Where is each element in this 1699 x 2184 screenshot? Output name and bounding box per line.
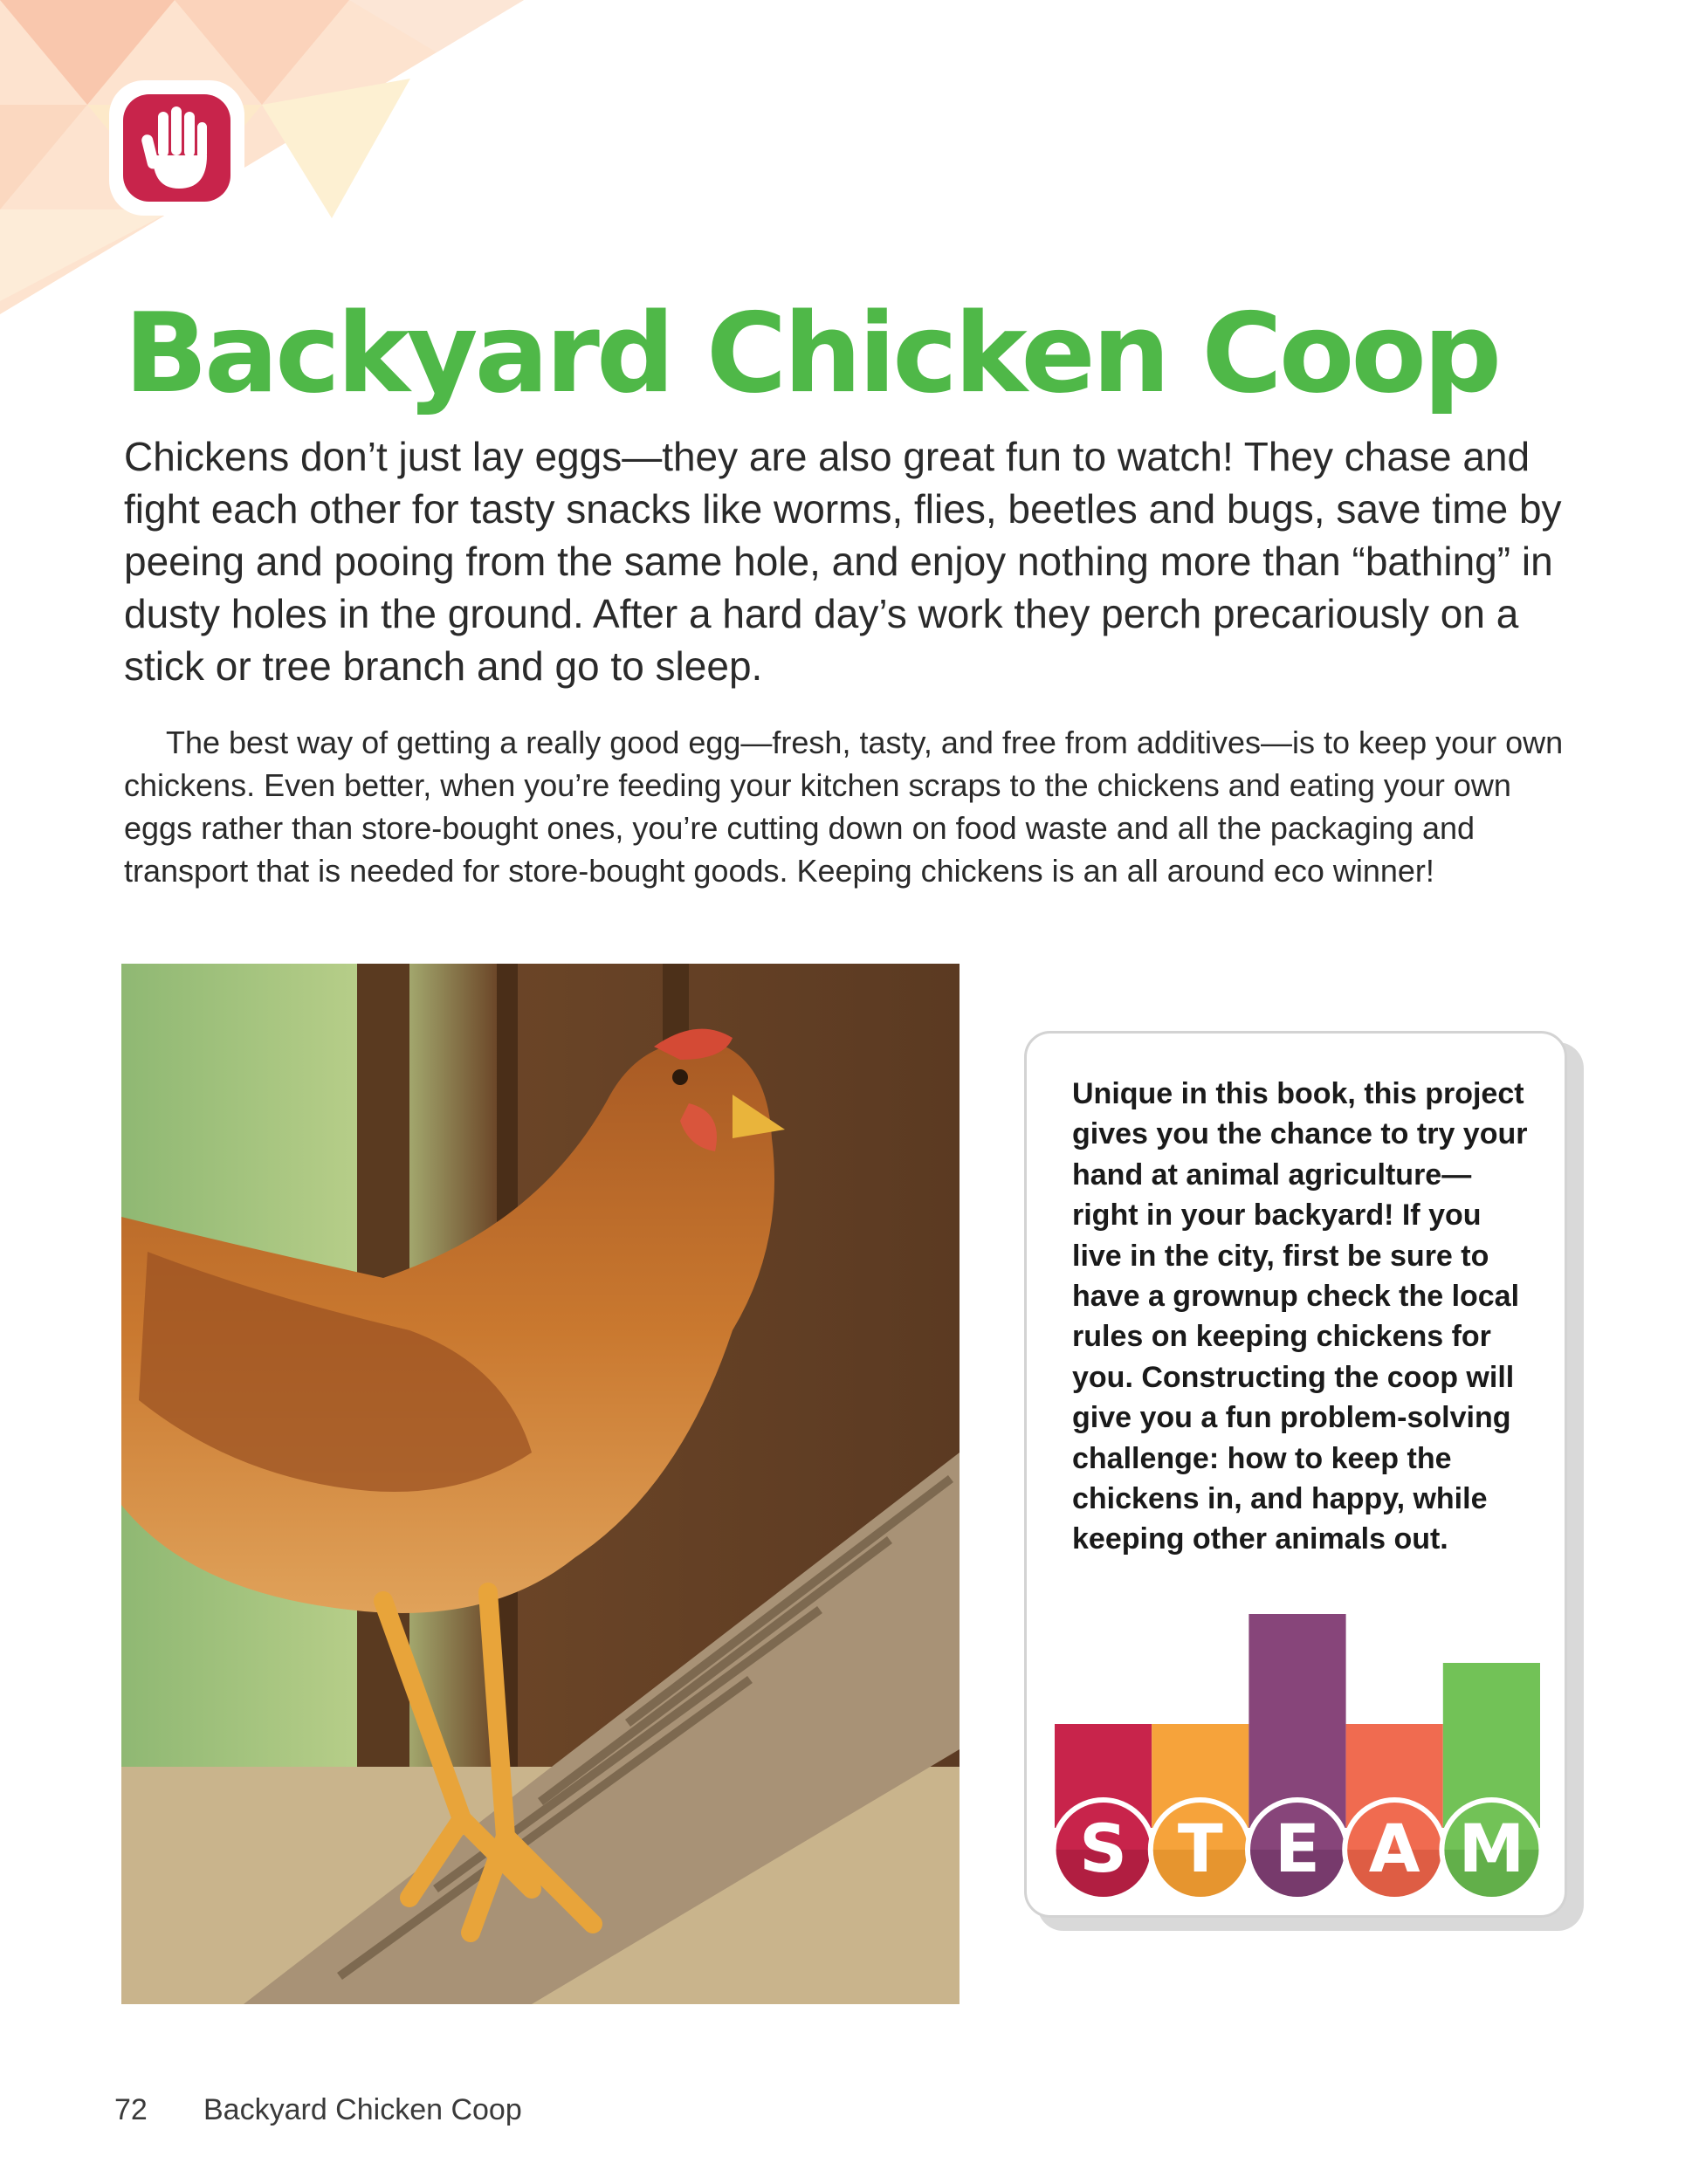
chicken-photo <box>121 964 960 2004</box>
page-number: 72 <box>114 2093 148 2126</box>
steam-logo <box>1055 1601 1540 1906</box>
steam-letter-a: A <box>1368 1810 1420 1887</box>
steam-callout-box <box>1024 1031 1567 1918</box>
body-paragraph: The best way of getting a really good egg—fresh, tasty, and free from additives—is to keep your own chickens. Even better, when you’re feeding your kitchen scraps to the chickens and eating your own eggs rather than store-bought ones, you’re cutting down on food waste and all the packaging and transport that is needed for store-bought goods. Keeping chickens is an all around eco winner! <box>124 725 1564 889</box>
corner-decoration <box>0 0 524 314</box>
steam-letter-s: S <box>1079 1810 1127 1887</box>
hand-stop-icon <box>123 94 230 202</box>
running-head: Backyard Chicken Coop <box>203 2093 522 2126</box>
steam-letter-e: E <box>1275 1810 1320 1887</box>
page-title: Backyard Chicken Coop <box>124 289 1499 417</box>
steam-letter-t: T <box>1177 1810 1223 1887</box>
hand-stop-badge <box>109 80 244 216</box>
callout-text: Unique in this book, this project gives you the chance to try your hand at animal agriculture—right in your backyard! If you live in the city, first be sure to have a grownup check the local rules on keeping chickens for you. Constructing the coop will give you a fun problem-solving challenge: how to keep the chickens in, and happy, while keeping other animals out. <box>1072 1077 1528 1556</box>
steam-bar-e <box>1248 1614 1345 1828</box>
intro-paragraph: Chickens don’t just lay eggs—they are also great fun to watch! They chase and fight each other for tasty snacks like worms, flies, beetles and bugs, save time by peeing and pooing from the same hole, and enjoy nothing more than “bathing” in dusty holes in the ground. After a hard day’s work they perch precariously on a stick or tree branch and go to sleep. <box>124 434 1562 689</box>
steam-letter-m: M <box>1458 1810 1525 1887</box>
